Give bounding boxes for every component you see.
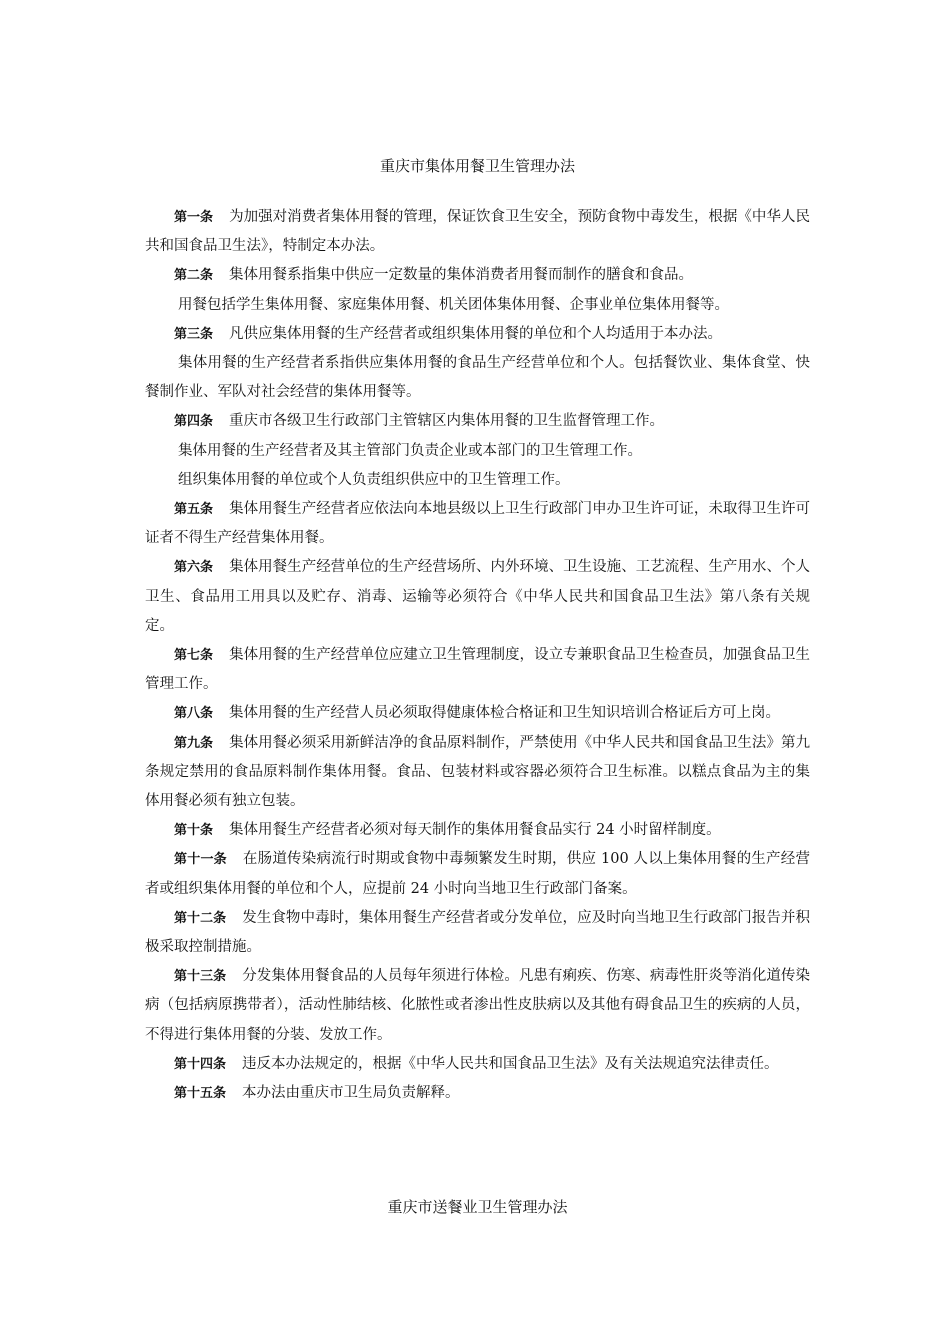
next-document-title: 重庆市送餐业卫生管理办法	[387, 1198, 568, 1216]
article-text: 集体用餐的生产经营人员必须取得健康体检合格证和卫生知识培训合格证后方可上岗。	[229, 705, 781, 722]
article-label: 第十三条	[174, 969, 227, 985]
article-text: 用餐包括学生集体用餐、家庭集体用餐、机关团体集体用餐、企事业单位集体用餐等。	[178, 296, 729, 313]
article-label: 第二条	[174, 268, 214, 284]
article-text: 集体用餐的生产经营者及其主管部门负责企业或本部门的卫生管理工作。	[178, 442, 642, 459]
article-text: 集体用餐生产经营者应依法向本地县级以上卫生行政部门申办卫生许可证，未取得卫生许可证者不得生产经营集体用餐。	[145, 501, 810, 547]
article-text: 集体用餐的生产经营单位应建立卫生管理制度，设立专兼职食品卫生检查员，加强食品卫生管理工作。	[145, 647, 810, 693]
article-label: 第七条	[174, 648, 214, 664]
article-text: 本办法由重庆市卫生局负责解释。	[242, 1085, 460, 1102]
article-label: 第十二条	[174, 910, 227, 926]
article-label: 第十一条	[174, 852, 227, 868]
article-label: 第三条	[174, 326, 214, 342]
document-title: 重庆市集体用餐卫生管理办法	[379, 157, 575, 175]
article-label: 第六条	[174, 560, 214, 576]
article-14	[145, 1050, 810, 1079]
article-text: 集体用餐生产经营者必须对每天制作的集体用餐食品实行 24 小时留样制度。	[229, 822, 721, 839]
article-text: 集体用餐必须采用新鲜洁净的食品原料制作，严禁使用《中华人民共和国食品卫生法》第九条规定禁用的食品原料制作集体用餐。食品、包装材料或容器必须符合卫生标准。以糕点食品为主的集体用餐必须有独立包装。	[145, 734, 810, 810]
article-3	[145, 320, 810, 349]
article-label: 第四条	[174, 414, 214, 430]
article-10	[145, 816, 810, 845]
article-1	[145, 203, 810, 261]
article-7	[145, 641, 810, 699]
document-body	[145, 203, 810, 1108]
article-6	[145, 553, 810, 641]
article-9	[145, 729, 810, 817]
article-label: 第十条	[174, 823, 214, 839]
article-text: 分发集体用餐食品的人员每年须进行体检。凡患有痢疾、伤寒、病毒性肝炎等消化道传染病（包括病原携带者），活动性肺结核、化脓性或者渗出性皮肤病以及其他有碍食品卫生的疾病的人员，不得进行集体用餐的分装、发放工作。	[145, 968, 810, 1043]
article-8	[145, 699, 810, 728]
article-text: 集体用餐系指集中供应一定数量的集体消费者用餐而制作的膳食和食品。	[229, 267, 694, 284]
article-3-sub	[145, 349, 810, 407]
article-label: 第八条	[174, 706, 214, 722]
article-5	[145, 495, 810, 553]
article-label: 第九条	[174, 735, 214, 751]
article-11	[145, 845, 810, 903]
article-13	[145, 962, 810, 1050]
article-text: 重庆市各级卫生行政部门主管辖区内集体用餐的卫生监督管理工作。	[229, 413, 665, 430]
article-15	[145, 1079, 810, 1108]
article-12	[145, 904, 810, 962]
article-4-sub-1	[145, 437, 810, 466]
article-2	[145, 261, 810, 290]
article-label: 第十五条	[174, 1086, 227, 1102]
article-label: 第十四条	[174, 1056, 227, 1072]
article-text: 为加强对消费者集体用餐的管理，保证饮食卫生安全，预防食物中毒发生，根据《中华人民共和国食品卫生法》，特制定本办法。	[145, 209, 810, 255]
article-text: 凡供应集体用餐的生产经营者或组织集体用餐的单位和个人均适用于本办法。	[229, 325, 723, 342]
article-4-sub-2	[145, 466, 810, 495]
article-label: 第一条	[174, 210, 214, 225]
article-text: 违反本办法规定的，根据《中华人民共和国食品卫生法》及有关法规追究法律责任。	[242, 1055, 779, 1072]
article-4	[145, 407, 810, 436]
article-text: 组织集体用餐的单位或个人负责组织供应中的卫生管理工作。	[178, 471, 570, 488]
article-text: 集体用餐的生产经营者系指供应集体用餐的食品生产经营单位和个人。包括餐饮业、集体食堂、快餐制作业、军队对社会经营的集体用餐等。	[145, 355, 810, 401]
article-text: 在肠道传染病流行时期或食物中毒频繁发生时期，供应 100 人以上集体用餐的生产经营者或组织集体用餐的单位和个人，应提前 24 小时向当地卫生行政部门备案。	[145, 851, 810, 897]
article-label: 第五条	[174, 502, 214, 518]
article-text: 发生食物中毒时，集体用餐生产经营者或分发单位，应及时向当地卫生行政部门报告并积极采取控制措施。	[145, 909, 810, 956]
article-text: 集体用餐生产经营单位的生产经营场所、内外环境、卫生设施、工艺流程、生产用水、个人卫生、食品用工用具以及贮存、消毒、运输等必须符合《中华人民共和国食品卫生法》第八条有关规定。	[145, 559, 810, 634]
article-2-sub	[145, 291, 810, 320]
